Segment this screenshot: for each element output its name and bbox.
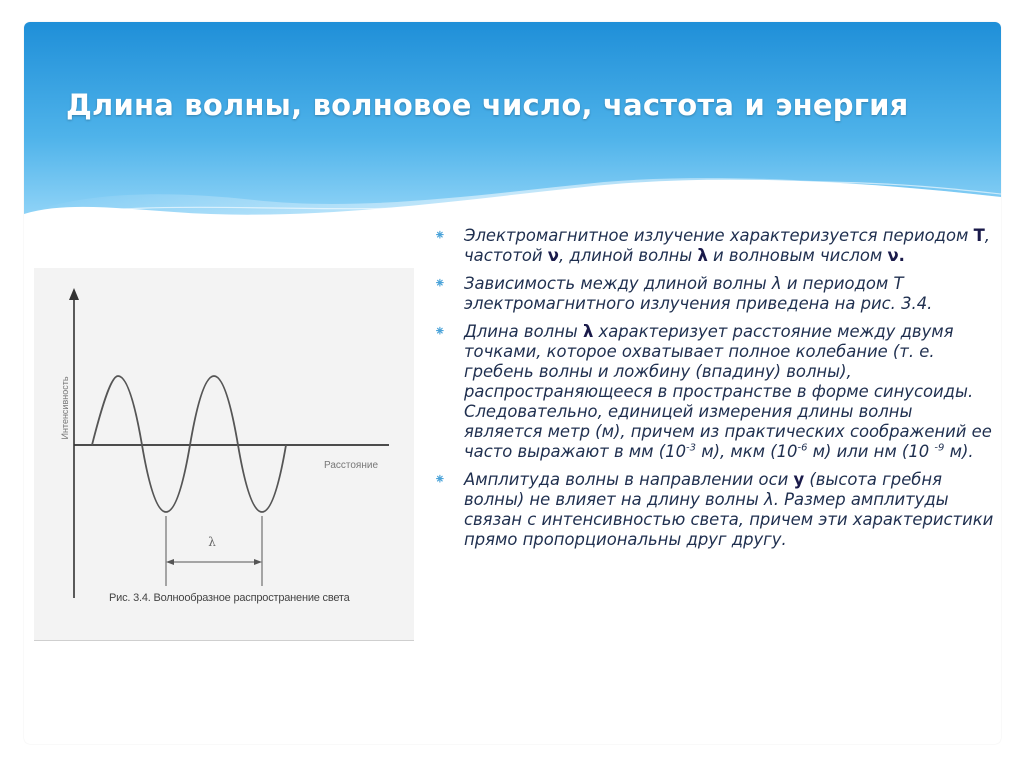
y-axis-label: Интенсивность [60, 376, 70, 440]
bullet-text: Зависимость между длиной волны λ и периодом Т электромагнитного излучения приведена на рис. 3.4. [464, 274, 933, 313]
text-content [434, 226, 994, 558]
bullet-bold: λ [582, 322, 594, 341]
bullet-text: Электромагнитное излучение характеризуется периодом [464, 226, 974, 245]
sine-wave [92, 376, 286, 512]
bullet-superscript: -9 [934, 442, 945, 454]
bullet-superscript: -6 [797, 442, 808, 454]
bullet-icon: ⁕ [434, 276, 446, 292]
lambda-label: λ [208, 535, 216, 549]
slide [24, 22, 1001, 744]
bullet-icon: ⁕ [434, 324, 446, 340]
bullet-bold: λ [697, 246, 708, 265]
bullet-bold: Т [973, 226, 985, 245]
bullet-text: и волновым числом [707, 246, 888, 265]
bullet-text: Амплитуда волны в направлении оси [464, 470, 794, 489]
bullet-text: м), мкм (10 [696, 442, 798, 461]
bullet-bold: у [793, 470, 805, 489]
bullet-item-1 [434, 226, 994, 266]
bullet-text: , частотой [464, 226, 990, 265]
lambda-arrow-right [254, 559, 262, 565]
bullet-list [434, 226, 994, 550]
y-axis-arrow [69, 288, 79, 300]
bullet-superscript: -3 [686, 442, 696, 454]
lambda-arrow-left [166, 559, 174, 565]
bullet-icon: ⁕ [434, 228, 446, 244]
x-axis-label: Расстояние [324, 460, 379, 471]
figure-caption: Рис. 3.4. Волнообразное распространение света [109, 592, 350, 604]
bullet-text: (высота гребня волны) не влияет на длину волны λ. Размер амплитуды связан с интенсивностью света, причем эти характеристики прямо пропорциональны друг другу. [464, 470, 994, 549]
bullet-item-4 [434, 470, 994, 550]
bullet-text: , длиной волны [558, 246, 698, 265]
bullet-item-3 [434, 322, 994, 462]
bullet-bold: ν [547, 246, 559, 265]
bullet-bold: ν. [887, 246, 905, 265]
bullet-text: м). [944, 442, 974, 461]
slide-title: Длина волны, волновое число, частота и энергия [66, 88, 909, 122]
bullet-text: м) или нм (10 [807, 442, 935, 461]
bullet-item-2 [434, 274, 994, 314]
wave-diagram [34, 268, 414, 640]
bullet-icon: ⁕ [434, 472, 446, 488]
bullet-text: характеризует расстояние между двумя точками, которое охватывает полное колебание (т. е. гребень волны и ложбину (впадину) волны), распространяющееся в пространстве в форме синусоиды. Следовательно, единицей измерения длины волны является метр (м), причем из практических соображений ее часто выражают в мм (10 [464, 322, 992, 461]
wave-figure [34, 268, 414, 641]
bullet-text: Длина волны [464, 322, 583, 341]
